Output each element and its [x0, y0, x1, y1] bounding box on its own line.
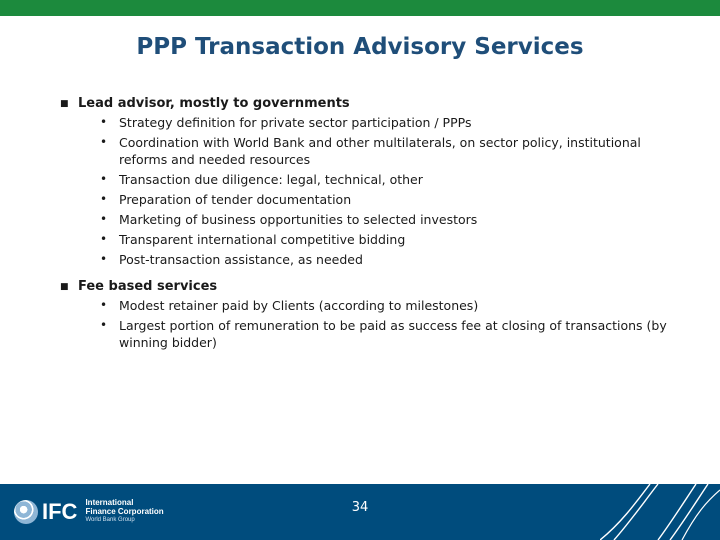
bullet-icon: •	[100, 115, 108, 129]
bullet-icon: •	[100, 298, 108, 312]
logo-line-3: World Bank Group	[85, 517, 135, 523]
list-item	[60, 114, 670, 131]
list-item	[60, 211, 670, 228]
list-item	[60, 317, 670, 351]
logo-line-1: International	[85, 498, 134, 507]
bullet-icon: •	[100, 135, 108, 149]
section-lead-advisor	[60, 94, 670, 268]
list-item	[60, 231, 670, 248]
bullet-icon: •	[100, 252, 108, 266]
slide-body	[60, 94, 670, 354]
list-item-text: Transparent international competitive bidding	[119, 232, 406, 247]
top-accent-bar	[0, 0, 720, 16]
section-heading-text: Lead advisor, mostly to governments	[78, 96, 350, 111]
list-item	[60, 134, 670, 168]
bullet-icon: •	[100, 318, 108, 332]
list-item-text: Coordination with World Bank and other multilaterals, on sector policy, institutional reforms and needed resources	[119, 135, 641, 167]
square-bullet-icon: ■	[60, 99, 69, 109]
bullet-icon: •	[100, 212, 108, 226]
logo-line-2: Finance Corporation	[85, 507, 164, 516]
section-heading	[60, 94, 670, 114]
square-bullet-icon: ■	[60, 282, 69, 292]
logo-wordmark	[85, 498, 163, 525]
section-heading-text: Fee based services	[78, 279, 218, 294]
slide-title: PPP Transaction Advisory Services	[136, 34, 584, 60]
list-item	[60, 171, 670, 188]
footer-bar	[0, 484, 720, 540]
list-item-text: Strategy definition for private sector participation / PPPs	[119, 115, 472, 130]
list-item-text: Post-transaction assistance, as needed	[119, 252, 363, 267]
list-item-text: Largest portion of remuneration to be paid as success fee at closing of transactions (by winning bidder)	[119, 318, 667, 350]
list-item-text: Transaction due diligence: legal, technical, other	[119, 172, 423, 187]
list-item-text: Modest retainer paid by Clients (according to milestones)	[119, 298, 479, 313]
bullet-icon: •	[100, 172, 108, 186]
list-item	[60, 297, 670, 314]
list-item-text: Preparation of tender documentation	[119, 192, 352, 207]
section-fee-based	[60, 277, 670, 351]
decorative-swoosh-icon	[600, 484, 720, 540]
bullet-icon: •	[100, 232, 108, 246]
globe-icon	[14, 500, 38, 524]
list-item	[60, 251, 670, 268]
bullet-icon: •	[100, 192, 108, 206]
page-number: 34	[351, 500, 369, 515]
logo-mark: IFC	[42, 498, 78, 524]
ifc-logo	[14, 498, 164, 525]
list-item-text: Marketing of business opportunities to selected investors	[119, 212, 478, 227]
section-heading	[60, 277, 670, 297]
list-item	[60, 191, 670, 208]
